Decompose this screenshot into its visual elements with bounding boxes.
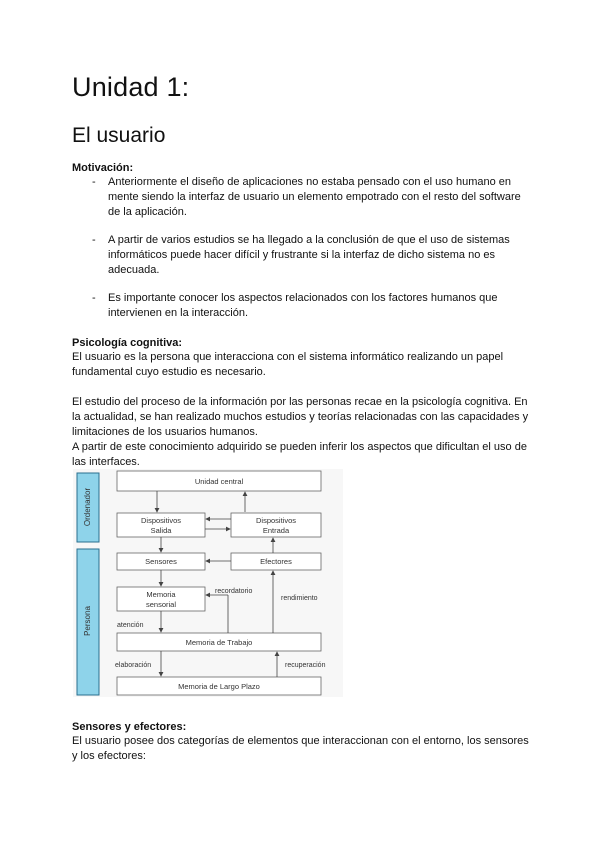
recordatorio-label: recordatorio	[215, 588, 253, 595]
disp-salida-label: Dispositivos	[140, 516, 182, 525]
bullet-text: Es importante conocer los aspectos relacionados con los factores humanos que intervienen en la interacción.	[108, 292, 498, 319]
rendimiento-label: rendimiento	[281, 595, 318, 602]
bullet-dash: -	[92, 176, 96, 188]
memoria-sensorial-label: Memoria	[146, 590, 176, 599]
elaboracion-label: elaboración	[115, 662, 152, 669]
atencion-label: atención	[117, 622, 144, 629]
disp-salida-label-2: Salida	[150, 526, 172, 535]
section-title: El usuario	[72, 124, 166, 147]
memoria-largo-plazo-label: Memoria de Largo Plazo	[178, 682, 260, 691]
disp-entrada-label: Dispositivos	[255, 516, 297, 525]
efectores-label: Efectores	[260, 557, 292, 566]
page-title: Unidad 1:	[72, 72, 190, 102]
sensores-label: Sensores	[145, 557, 177, 566]
paragraph: El usuario es la persona que interacciona con el sistema informático realizando un papel fundamental cuyo estudio es necesario.	[72, 351, 504, 378]
bullet-text: A partir de varios estudios se ha llegado a la conclusión de que el uso de sistemas informáticos puede hacer difícil y frustrante si la interfaz de dicho sistema no es adecuada.	[108, 234, 510, 276]
motivacion-heading: Motivación:	[72, 162, 134, 174]
paragraph: El usuario posee dos categorías de elementos que interaccionan con el entorno, los sensores y los efectores:	[72, 735, 529, 762]
bullet-text: Anteriormente el diseño de aplicaciones no estaba pensado con el uso humano en mente siendo la interfaz de usuario un elemento empotrado con el resto del software de la aplicación.	[108, 176, 521, 218]
sensores-efectores-heading: Sensores y efectores:	[72, 721, 187, 733]
paragraph: El estudio del proceso de la información por las personas recae en la psicología cognitiva. En la actualidad, se han realizado muchos estudios y teorías relacionadas con las capacidades y limitaciones de los usuarios humanos.	[72, 396, 529, 438]
list-item	[92, 291, 532, 321]
paragraph: A partir de este conocimiento adquirido se pueden inferir los aspectos que dificultan el uso de las interfaces.	[72, 441, 527, 468]
bullet-dash: -	[92, 292, 96, 304]
cognitive-model-diagram	[73, 469, 343, 697]
recuperacion-label: recuperación	[285, 662, 326, 669]
bullet-dash: -	[92, 234, 96, 246]
list-item	[92, 233, 532, 278]
memoria-trabajo-label: Memoria de Trabajo	[185, 638, 253, 647]
memoria-sensorial-label-2: sensorial	[145, 600, 177, 609]
unidad-central-label: Unidad central	[194, 477, 244, 486]
list-item	[92, 175, 532, 220]
psicologia-heading: Psicología cognitiva:	[72, 337, 183, 349]
disp-entrada-label-2: Entrada	[262, 526, 290, 535]
persona-label: Persona	[83, 606, 92, 636]
ordenador-label: Ordenador	[83, 487, 92, 527]
